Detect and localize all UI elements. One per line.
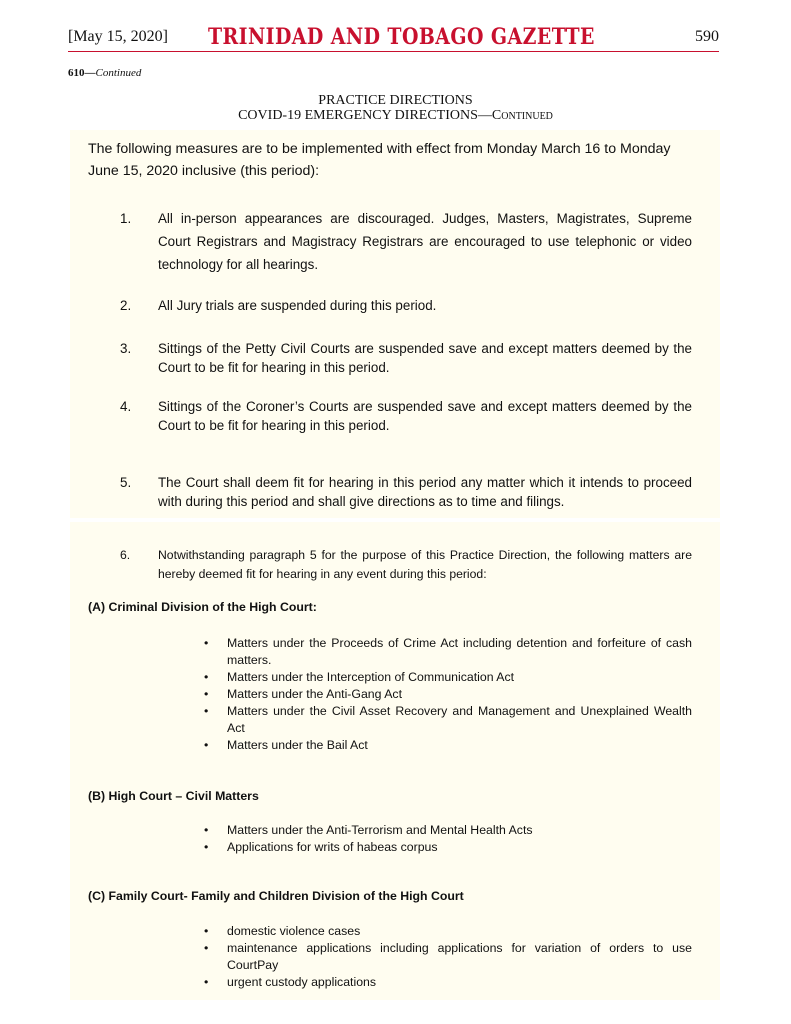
subtitle-smallcaps: ONTINUED xyxy=(501,111,553,122)
list-item xyxy=(200,822,692,839)
bullet-icon: • xyxy=(204,840,209,854)
item-number: 2. xyxy=(120,298,132,313)
item-text: All Jury trials are suspended during this period. xyxy=(158,298,437,313)
bullet-text: Matters under the Bail Act xyxy=(227,738,368,752)
bullet-icon: • xyxy=(204,670,209,684)
list-item xyxy=(200,686,692,703)
section-title: PRACTICE DIRECTIONS xyxy=(318,93,473,108)
list-item xyxy=(200,669,692,686)
item-text: Notwithstanding paragraph 5 for the purpose of this Practice Direction, the following matters are hereby deemed fit for hearing in any event during this period: xyxy=(158,548,692,581)
item-number: 4. xyxy=(120,399,132,414)
page-number: 590 xyxy=(695,28,719,45)
criminal-matters-list xyxy=(200,635,692,754)
header-rule xyxy=(68,51,719,52)
bullet-icon: • xyxy=(204,941,209,955)
division-heading-civil: (B) High Court – Civil Matters xyxy=(88,789,259,803)
bullet-text: domestic violence cases xyxy=(227,924,361,938)
list-item xyxy=(200,940,692,974)
scanned-panel-1 xyxy=(70,130,720,518)
bullet-text: Matters under the Interception of Communication Act xyxy=(227,670,515,684)
bullet-text: Matters under the Proceeds of Crime Act including detention and forfeiture of cash matters. xyxy=(227,636,692,667)
bullet-text: urgent custody applications xyxy=(227,975,377,989)
item-text: The Court shall deem fit for hearing in this period any matter which it intends to proceed with during this period and shall give directions as to time and filings. xyxy=(158,475,692,509)
subtitle-main: COVID-19 EMERGENCY DIRECTIONS— xyxy=(238,108,492,123)
section-subtitle xyxy=(0,108,791,124)
list-item xyxy=(200,923,692,940)
notice-number: 610— xyxy=(68,67,96,79)
list-item xyxy=(200,839,692,856)
list-item xyxy=(200,974,692,991)
intro-paragraph: The following measures are to be implemented with effect from Monday March 16 to Monday June 15, 2020 inclusive (this period): xyxy=(88,141,671,179)
item-number: 1. xyxy=(120,211,132,226)
division-heading-criminal: (A) Criminal Division of the High Court: xyxy=(88,600,317,614)
list-item xyxy=(200,703,692,737)
bullet-icon: • xyxy=(204,636,209,650)
list-item xyxy=(200,635,692,669)
bullet-text: Matters under the Anti-Gang Act xyxy=(227,687,402,701)
item-text: All in-person appearances are discouraged. Judges, Masters, Magistrates, Supreme Court Registrars and Magistracy Registrars are encouraged to use telephonic or video technology for all hearings. xyxy=(158,211,692,272)
item-text: Sittings of the Petty Civil Courts are suspended save and except matters deemed by the Court to be fit for hearing in this period. xyxy=(158,341,692,375)
civil-matters-list xyxy=(200,822,692,856)
list-item xyxy=(200,737,692,754)
bullet-icon: • xyxy=(204,975,209,989)
bullet-text: Matters under the Anti-Terrorism and Mental Health Acts xyxy=(227,823,533,837)
subtitle-c: C xyxy=(491,108,502,123)
item-number: 6. xyxy=(120,548,131,562)
bullet-text: Applications for writs of habeas corpus xyxy=(227,840,438,854)
bullet-text: Matters under the Civil Asset Recovery and Management and Unexplained Wealth Act xyxy=(227,704,692,735)
notice-continued xyxy=(68,67,141,79)
bullet-icon: • xyxy=(204,738,209,752)
item-number: 5. xyxy=(120,475,132,490)
bullet-icon: • xyxy=(204,823,209,837)
family-matters-list xyxy=(200,923,692,991)
division-heading-family: (C) Family Court- Family and Children Division of the High Court xyxy=(88,889,464,903)
continued-label: Continued xyxy=(95,67,142,79)
bullet-icon: • xyxy=(204,924,209,938)
bullet-icon: • xyxy=(204,704,209,718)
bullet-icon: • xyxy=(204,687,209,701)
bullet-text: maintenance applications including applications for variation of orders to use CourtPay xyxy=(227,941,692,972)
gazette-title: TRINIDAD AND TOBAGO GAZETTE xyxy=(208,24,595,50)
item-text: Sittings of the Coroner’s Courts are suspended save and except matters deemed by the Court to be fit for hearing in this period. xyxy=(158,399,692,433)
gazette-date: [May 15, 2020] xyxy=(68,28,168,45)
item-number: 3. xyxy=(120,341,132,356)
